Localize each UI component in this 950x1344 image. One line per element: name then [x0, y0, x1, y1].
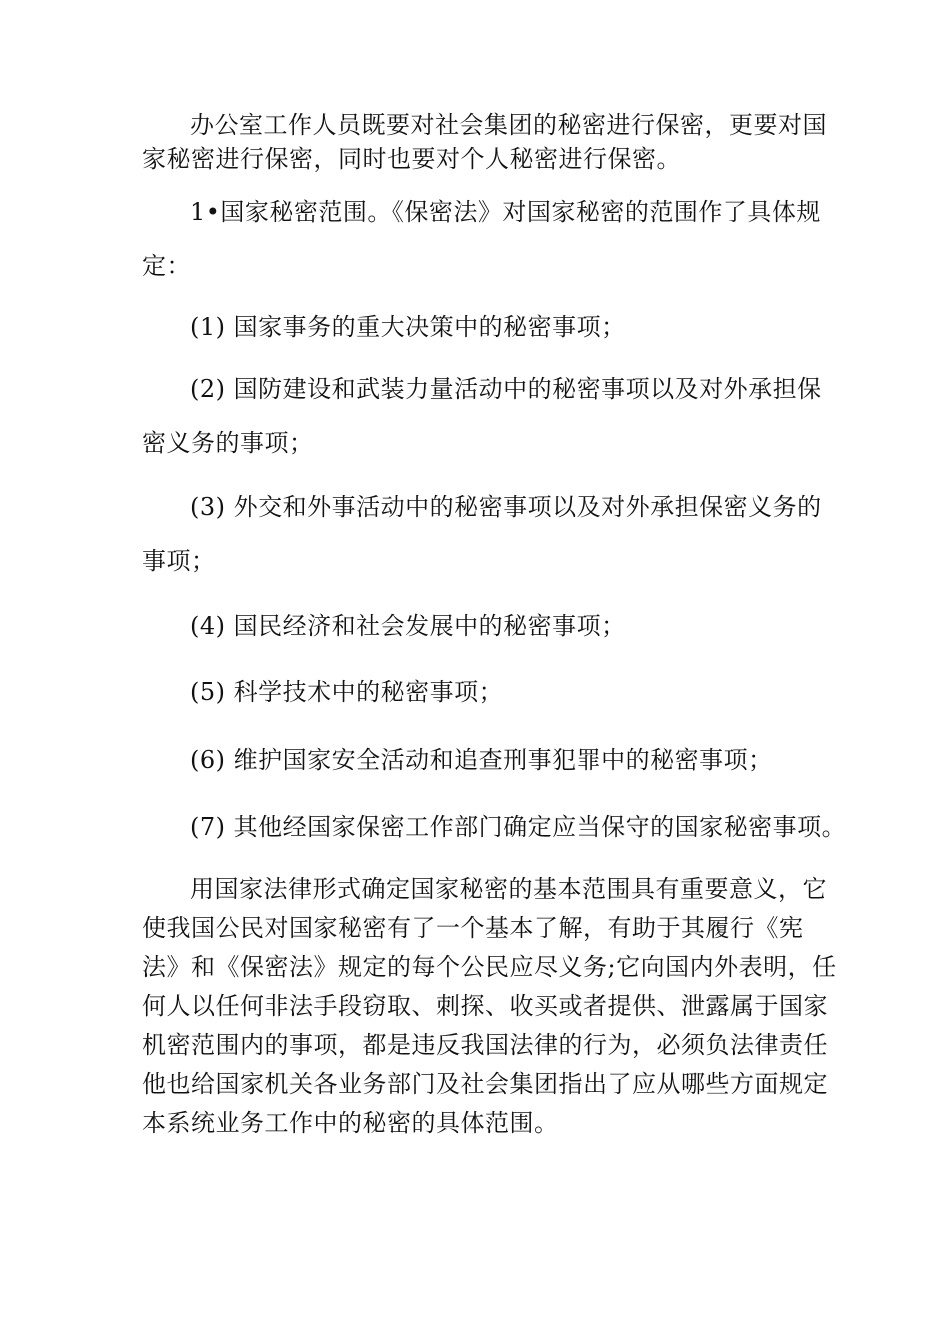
- list-item-6: [142, 743, 814, 777]
- list-item-5: [142, 675, 814, 709]
- text-line: 1•国家秘密范围。《保密法》对国家秘密的范围作了具体规: [190, 198, 821, 226]
- text-line: 使我国公民对国家秘密有了一个基本了解，有助于其履行《宪: [142, 914, 804, 942]
- list-item-3: [142, 490, 822, 578]
- text-line: (3) 外交和外事活动中的秘密事项以及对外承担保密义务的: [190, 493, 822, 521]
- text-line: 办公室工作人员既要对社会集团的秘密进行保密，更要对国: [190, 111, 827, 139]
- text-line: 事项；: [142, 547, 216, 575]
- text-line: 家秘密进行保密，同时也要对个人秘密进行保密。: [142, 145, 681, 173]
- text-line: (2) 国防建设和武装力量活动中的秘密事项以及对外承担保: [190, 375, 822, 403]
- list-item-7: [142, 810, 847, 844]
- paragraph-intro: [142, 108, 827, 176]
- text-line: 法》和《保密法》规定的每个公民应尽义务;它向国内外表明，任: [142, 953, 837, 981]
- text-line: (5) 科学技术中的秘密事项；: [190, 678, 504, 706]
- text-line: (6) 维护国家安全活动和追查刑事犯罪中的秘密事项；: [190, 746, 773, 774]
- paragraph-scope-heading: [142, 195, 821, 283]
- text-line: 本系统业务工作中的秘密的具体范围。: [142, 1109, 559, 1137]
- paragraph-significance: [142, 872, 837, 1140]
- text-line: 定：: [142, 252, 191, 280]
- text-line: 他也给国家机关各业务部门及社会集团指出了应从哪些方面规定: [142, 1070, 828, 1098]
- list-item-2: [142, 372, 822, 460]
- text-line: (1) 国家事务的重大决策中的秘密事项；: [190, 313, 626, 341]
- text-line: 密义务的事项；: [142, 429, 314, 457]
- text-line: (7) 其他经国家保密工作部门确定应当保守的国家秘密事项。: [190, 813, 847, 841]
- text-line: 何人以任何非法手段窃取、刺探、收买或者提供、泄露属于国家: [142, 992, 828, 1020]
- list-item-1: [142, 310, 814, 344]
- list-item-4: [142, 609, 814, 643]
- text-line: (4) 国民经济和社会发展中的秘密事项；: [190, 612, 626, 640]
- text-line: 机密范围内的事项，都是违反我国法律的行为，必须负法律责任: [142, 1031, 828, 1059]
- text-line: 用国家法律形式确定国家秘密的基本范围具有重要意义，它: [190, 875, 827, 903]
